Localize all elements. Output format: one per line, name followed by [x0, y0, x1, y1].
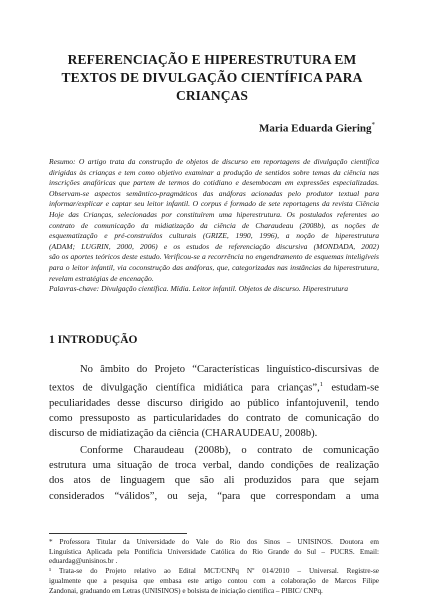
title-line-1: REFERENCIAÇÃO E HIPERESTRUTURA EM — [67, 52, 357, 67]
abstract-line: contrato de comunicação da midiatização da ciência de Charaudeau (2008b), as noções de — [49, 220, 379, 230]
title-line-2: TEXTOS DE DIVULGAÇÃO CIENTÍFICA PARA — [61, 70, 363, 85]
body-line: Conforme Charaudeau (2008b), o contrato de comunicação — [80, 445, 379, 456]
abstract-line: revelam estratégias de encenação. — [49, 273, 154, 283]
body-line: peculiaridades desse discurso dirigido ao público infantojuvenil, tendo — [49, 397, 379, 409]
abstract-line: inscrições anafóricas que partem de termos do cotidiano e desembocam em expressões especializadas. — [49, 178, 379, 188]
body-line: como pressuposto as particularidades do contrato de comunicação do — [49, 413, 379, 425]
title-line-3: CRIANÇAS — [175, 88, 249, 103]
author-footnote-mark: * — [371, 121, 375, 129]
keywords-line: Palavras-chave: Divulgação científica. Mídia. Leitor infantil. Objetos de discurso. Hiperestrutura — [49, 284, 348, 294]
body-line: No âmbito do Projeto “Características linguístico-discursivas de — [80, 364, 379, 375]
abstract-line: são os aportes teóricos deste estudo. Verificou-se a recorrência no engendramento de esquemas inteligíveis — [49, 252, 379, 262]
footnote-ref: 1 — [319, 381, 324, 389]
body-line: considerados “válidos”, ou seja, “para que correspondam a uma — [49, 490, 379, 502]
footnote-line: Zandonai, graduando em Letras (UNISINOS) e bolsista de iniciação científica – PIBIC/ CNPq. — [49, 586, 323, 595]
abstract-line: para o leitor infantil, via coconstrução das anáforas, que, categorizadas nas instâncias da hiperestrutura, — [49, 262, 379, 272]
body-line-text: estudam-se — [323, 382, 379, 394]
body-line — [49, 377, 379, 396]
section-heading: 1 INTRODUÇÃO — [49, 334, 138, 346]
body-line: discurso de midiatização da ciência (CHARAUDEAU, 2008b). — [49, 428, 318, 440]
author-byline — [259, 121, 375, 135]
abstract-line: esquematização e pré-construídos culturais (GRIZE, 1990, 1996), a noção de hiperestrutura — [49, 231, 379, 241]
body-paragraph-2 — [49, 443, 379, 504]
footnote-line: * Professora Titular da Universidade do Vale do Rio dos Sinos – UNISINOS. Doutora em — [49, 538, 379, 546]
footnote-separator — [49, 533, 187, 534]
abstract-line: (ADAM; LUGRIN, 2000, 2006) e os estudos de referenciação discursiva (MONDADA, 2002) — [49, 241, 379, 251]
footnote-line: eduardag@unisinos.br . — [49, 557, 118, 566]
body-line-text: textos de divulgação científica midiática para crianças”, — [49, 382, 320, 394]
abstract — [49, 157, 379, 295]
abstract-line: informar/explicar e captar seu leitor infantil. O corpus é formado de sete reportagens da revista Ciência — [49, 199, 379, 209]
abstract-line: dirigidas às crianças e tem como objetivo examinar a produção de sentidos sobre temas da ciência nas — [49, 167, 379, 177]
footnote-line: Linguística Aplicada pela Pontifícia Universidade Católica do Rio Grande do Sul – PUCRS. Email: — [49, 547, 379, 556]
author-name: Maria Eduarda Giering — [259, 122, 372, 135]
footnotes — [49, 538, 379, 596]
body-line: dos atos de linguagem que são ali produzidos para que sejam — [49, 475, 379, 487]
abstract-line: Hoje das Crianças, selecionadas por constituírem uma hiperestrutura. Os postulados referentes ao — [49, 209, 379, 219]
body-line: estrutura uma situação de troca verbal, dando condições de realização — [49, 460, 379, 472]
article-title — [40, 51, 384, 105]
footnote-line: igualmente que a pesquisa que embasa este artigo contou com a colaboração de Marcos Filipe — [49, 576, 379, 585]
abstract-line: Observam-se aspectos semântico-pragmáticos das anáforas acionadas pelo produtor textual para — [49, 188, 379, 198]
abstract-line: Resumo: O artigo trata da construção de objetos de discurso em reportagens de divulgação científica — [49, 157, 379, 166]
body-paragraph-1 — [49, 362, 379, 442]
footnote-line: ¹ Trata-se do Projeto relativo ao Edital MCT/CNPq Nº 014/2010 – Universal. Registre-se — [49, 567, 379, 576]
